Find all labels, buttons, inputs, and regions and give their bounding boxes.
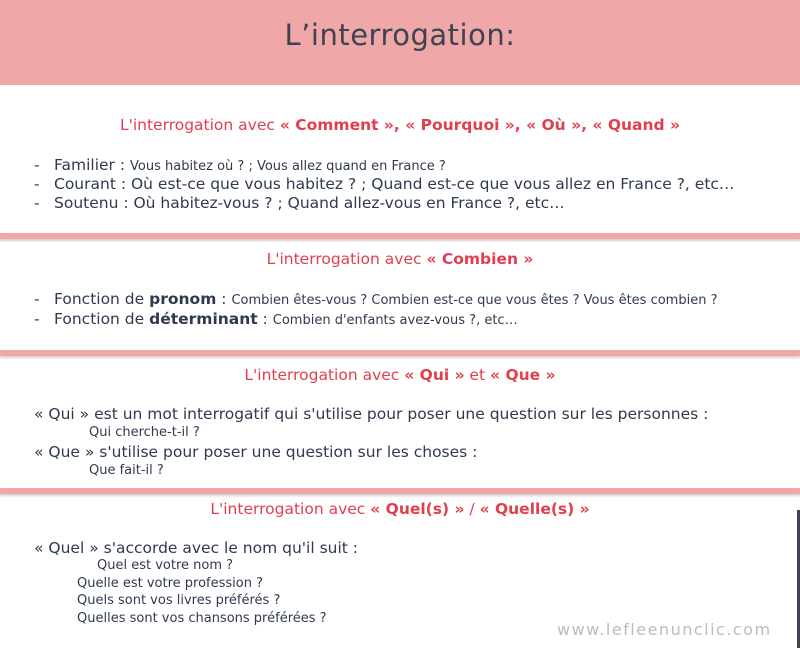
list-item — [34, 193, 565, 212]
section-title-quel-quelle — [0, 500, 800, 518]
list-dash: - — [34, 156, 40, 174]
section-title-prefix: L'interrogation avec — [210, 500, 371, 518]
rule-text: « Qui » est un mot interrogatif qui s'utilise pour poser une question sur les personnes : — [34, 405, 709, 423]
list-dash: - — [34, 175, 40, 193]
example-text: Combien êtes-vous ? Combien est-ce que vous êtes ? Vous êtes combien ? — [231, 293, 718, 308]
section-title-prefix: L'interrogation avec — [119, 116, 280, 134]
example-text: Quelle est votre profession ? — [77, 576, 263, 591]
list-item — [34, 289, 717, 308]
example-text: Combien d'enfants avez-vous ?, etc… — [272, 313, 518, 328]
list-item — [34, 174, 734, 193]
example-text: Où est-ce que vous habitez ? ; Quand est-ce que vous allez en France ?, etc… — [130, 175, 735, 193]
section-title-combien — [0, 250, 800, 268]
section-title-keyword-quel: « Quel(s) » — [370, 500, 465, 518]
register-label: Courant : — [54, 175, 131, 193]
list-dash: - — [34, 290, 40, 308]
example-text: Vous habitez où ? ; Vous allez quand en France ? — [130, 159, 446, 174]
function-label: Fonction de pronom : — [54, 290, 232, 308]
list-item — [34, 309, 518, 328]
function-label: Fonction de déterminant : — [54, 310, 273, 328]
example-text: Quels sont vos livres préférés ? — [77, 593, 281, 608]
section-title-keyword-quelle: « Quelle(s) » — [479, 500, 590, 518]
register-label: Soutenu : — [54, 194, 134, 212]
list-dash: - — [34, 310, 40, 328]
section-title-prefix: L'interrogation avec — [266, 250, 427, 268]
watermark: www.lefleenunclic.com — [557, 620, 772, 639]
rule-text: « Quel » s'accorde avec le nom qu'il suit : — [34, 539, 359, 557]
section-divider — [0, 350, 800, 356]
example-text: Que fait-il ? — [89, 463, 164, 478]
section-title-keyword-qui: « Qui » — [404, 366, 465, 384]
example-text: Quelles sont vos chansons préférées ? — [77, 611, 327, 626]
list-item — [34, 155, 446, 174]
section-title-qui-que — [0, 366, 800, 384]
section-title-comment — [0, 116, 800, 134]
rule-text: « Que » s'utilise pour poser une question sur les choses : — [34, 443, 478, 461]
section-divider — [0, 488, 800, 494]
section-title-connector: / — [464, 500, 480, 518]
header-banner — [0, 0, 800, 85]
example-text: Où habitez-vous ? ; Quand allez-vous en France ?, etc… — [133, 194, 565, 212]
section-divider — [0, 233, 800, 239]
section-title-connector: et — [464, 366, 491, 384]
example-text: Quel est votre nom ? — [97, 558, 234, 573]
page-title: L’interrogation: — [284, 18, 516, 52]
section-title-keywords: « Combien » — [426, 250, 534, 268]
register-label: Familier : — [54, 156, 130, 174]
section-title-prefix: L'interrogation avec — [244, 366, 405, 384]
list-dash: - — [34, 194, 40, 212]
section-title-keywords: « Comment », « Pourquoi », « Où », « Quand » — [279, 116, 681, 134]
section-title-keyword-que: « Que » — [490, 366, 556, 384]
example-text: Qui cherche-t-il ? — [89, 425, 200, 440]
